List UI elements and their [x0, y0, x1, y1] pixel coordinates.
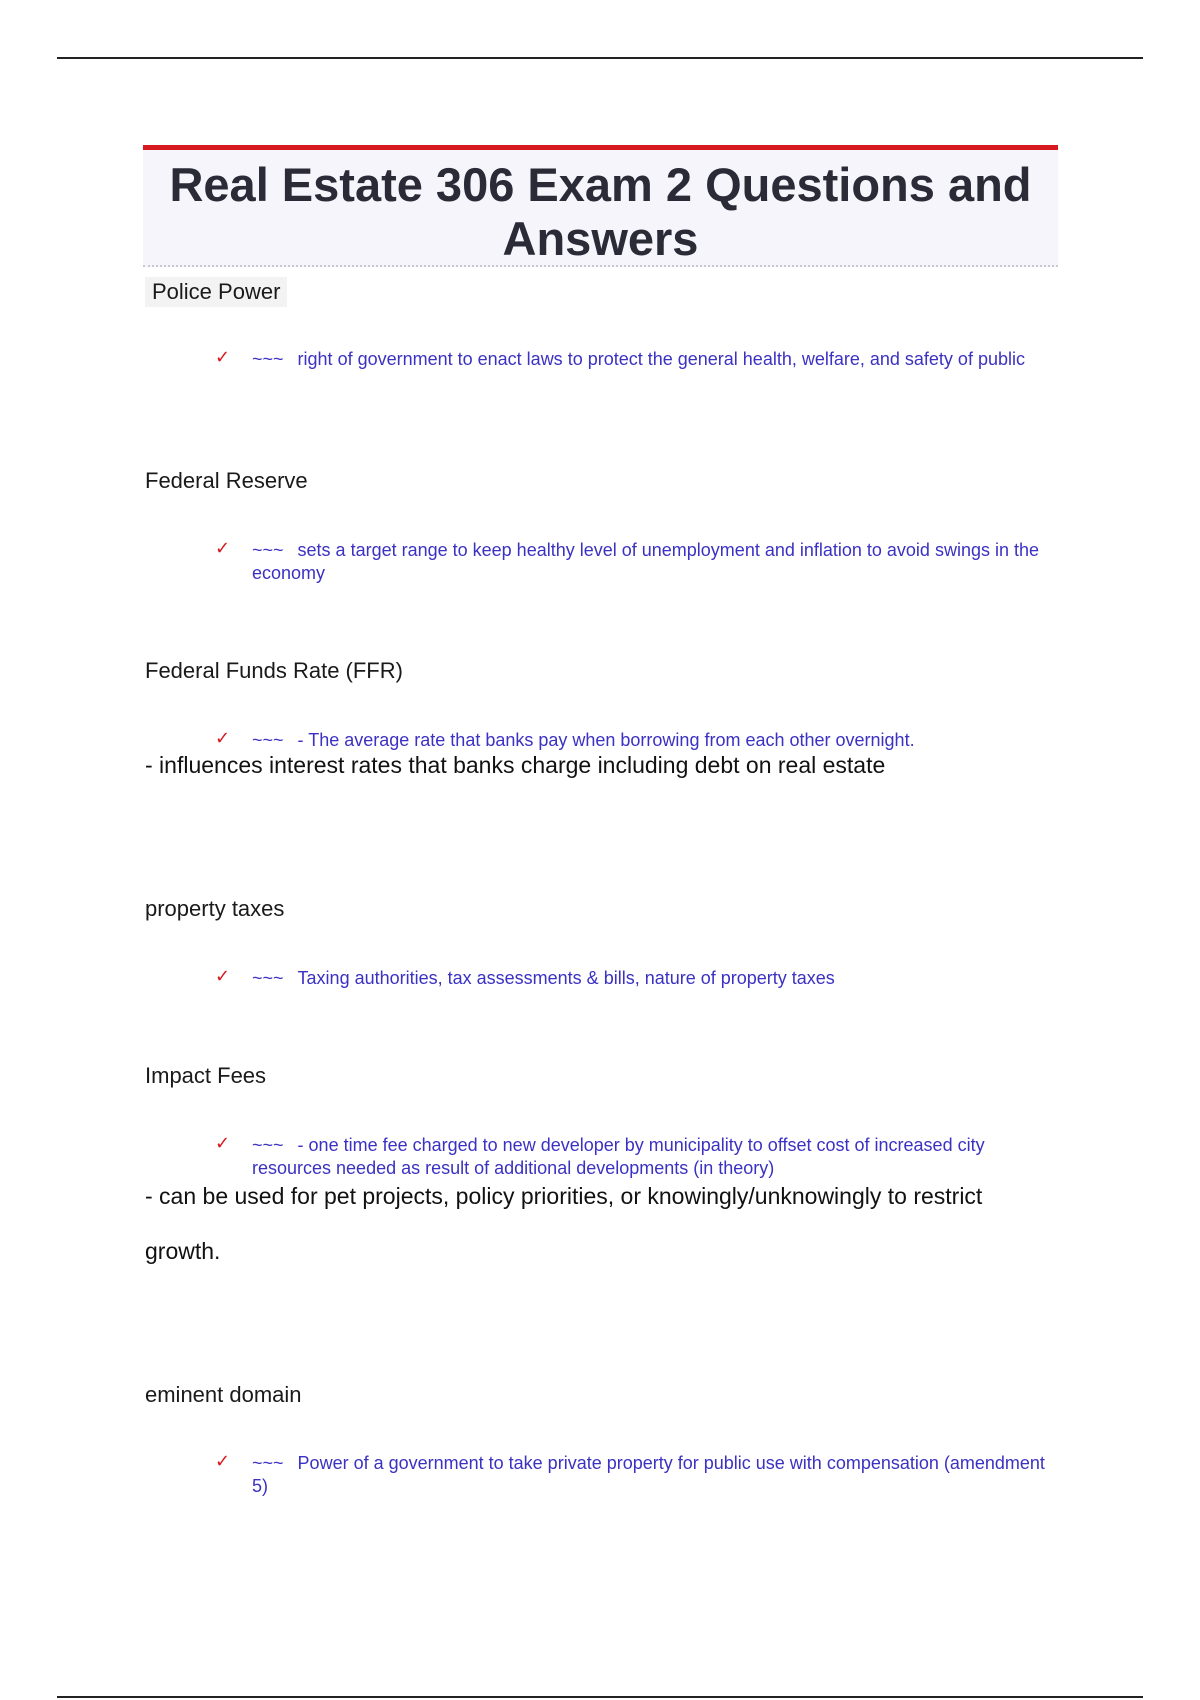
- continuation-federal-funds-rate: - influences interest rates that banks charge including debt on real estate: [145, 752, 886, 778]
- answer-federal-reserve: [215, 539, 1050, 585]
- tilde-marker: ~~~: [252, 1135, 284, 1155]
- term-police-power: Police Power: [145, 277, 287, 307]
- answer-text: right of government to enact laws to protect the general health, welfare, and safety of public: [297, 349, 1025, 369]
- term-eminent-domain: eminent domain: [145, 1382, 302, 1407]
- tilde-marker: ~~~: [252, 540, 284, 560]
- checkmark-icon: ✓: [215, 347, 231, 368]
- answer-eminent-domain: [215, 1452, 1050, 1498]
- tilde-marker: ~~~: [252, 349, 284, 369]
- tilde-marker: ~~~: [252, 968, 284, 988]
- term-federal-reserve: Federal Reserve: [145, 468, 308, 493]
- page-title: Real Estate 306 Exam 2 Questions and Answers: [169, 158, 1032, 265]
- checkmark-icon: ✓: [215, 1133, 231, 1154]
- answer-text: - The average rate that banks pay when borrowing from each other overnight.: [297, 730, 915, 750]
- tilde-marker: ~~~: [252, 1453, 284, 1473]
- continuation-impact-fees: - can be used for pet projects, policy priorities, or knowingly/unknowingly to restrict growth.: [145, 1183, 983, 1264]
- page-top-rule: [57, 57, 1143, 59]
- answer-text: Power of a government to take private property for public use with compensation (amendment 5): [252, 1453, 1045, 1496]
- answer-text: Taxing authorities, tax assessments & bills, nature of property taxes: [297, 968, 835, 988]
- answer-property-taxes: [215, 967, 1050, 990]
- title-banner: [143, 145, 1058, 267]
- checkmark-icon: ✓: [215, 966, 231, 987]
- answer-police-power: [215, 348, 1050, 371]
- term-impact-fees: Impact Fees: [145, 1063, 267, 1088]
- answer-text: sets a target range to keep healthy level of unemployment and inflation to avoid swings in the economy: [252, 540, 1040, 583]
- checkmark-icon: ✓: [215, 728, 231, 749]
- term-federal-funds-rate: Federal Funds Rate (FFR): [145, 658, 403, 683]
- tilde-marker: ~~~: [252, 730, 284, 750]
- answer-text: - one time fee charged to new developer by municipality to offset cost of increased city resources needed as result of additional developments (in theory): [252, 1135, 985, 1178]
- page-bottom-rule: [57, 1696, 1143, 1698]
- checkmark-icon: ✓: [215, 1451, 231, 1472]
- checkmark-icon: ✓: [215, 538, 231, 559]
- term-property-taxes: property taxes: [145, 896, 285, 921]
